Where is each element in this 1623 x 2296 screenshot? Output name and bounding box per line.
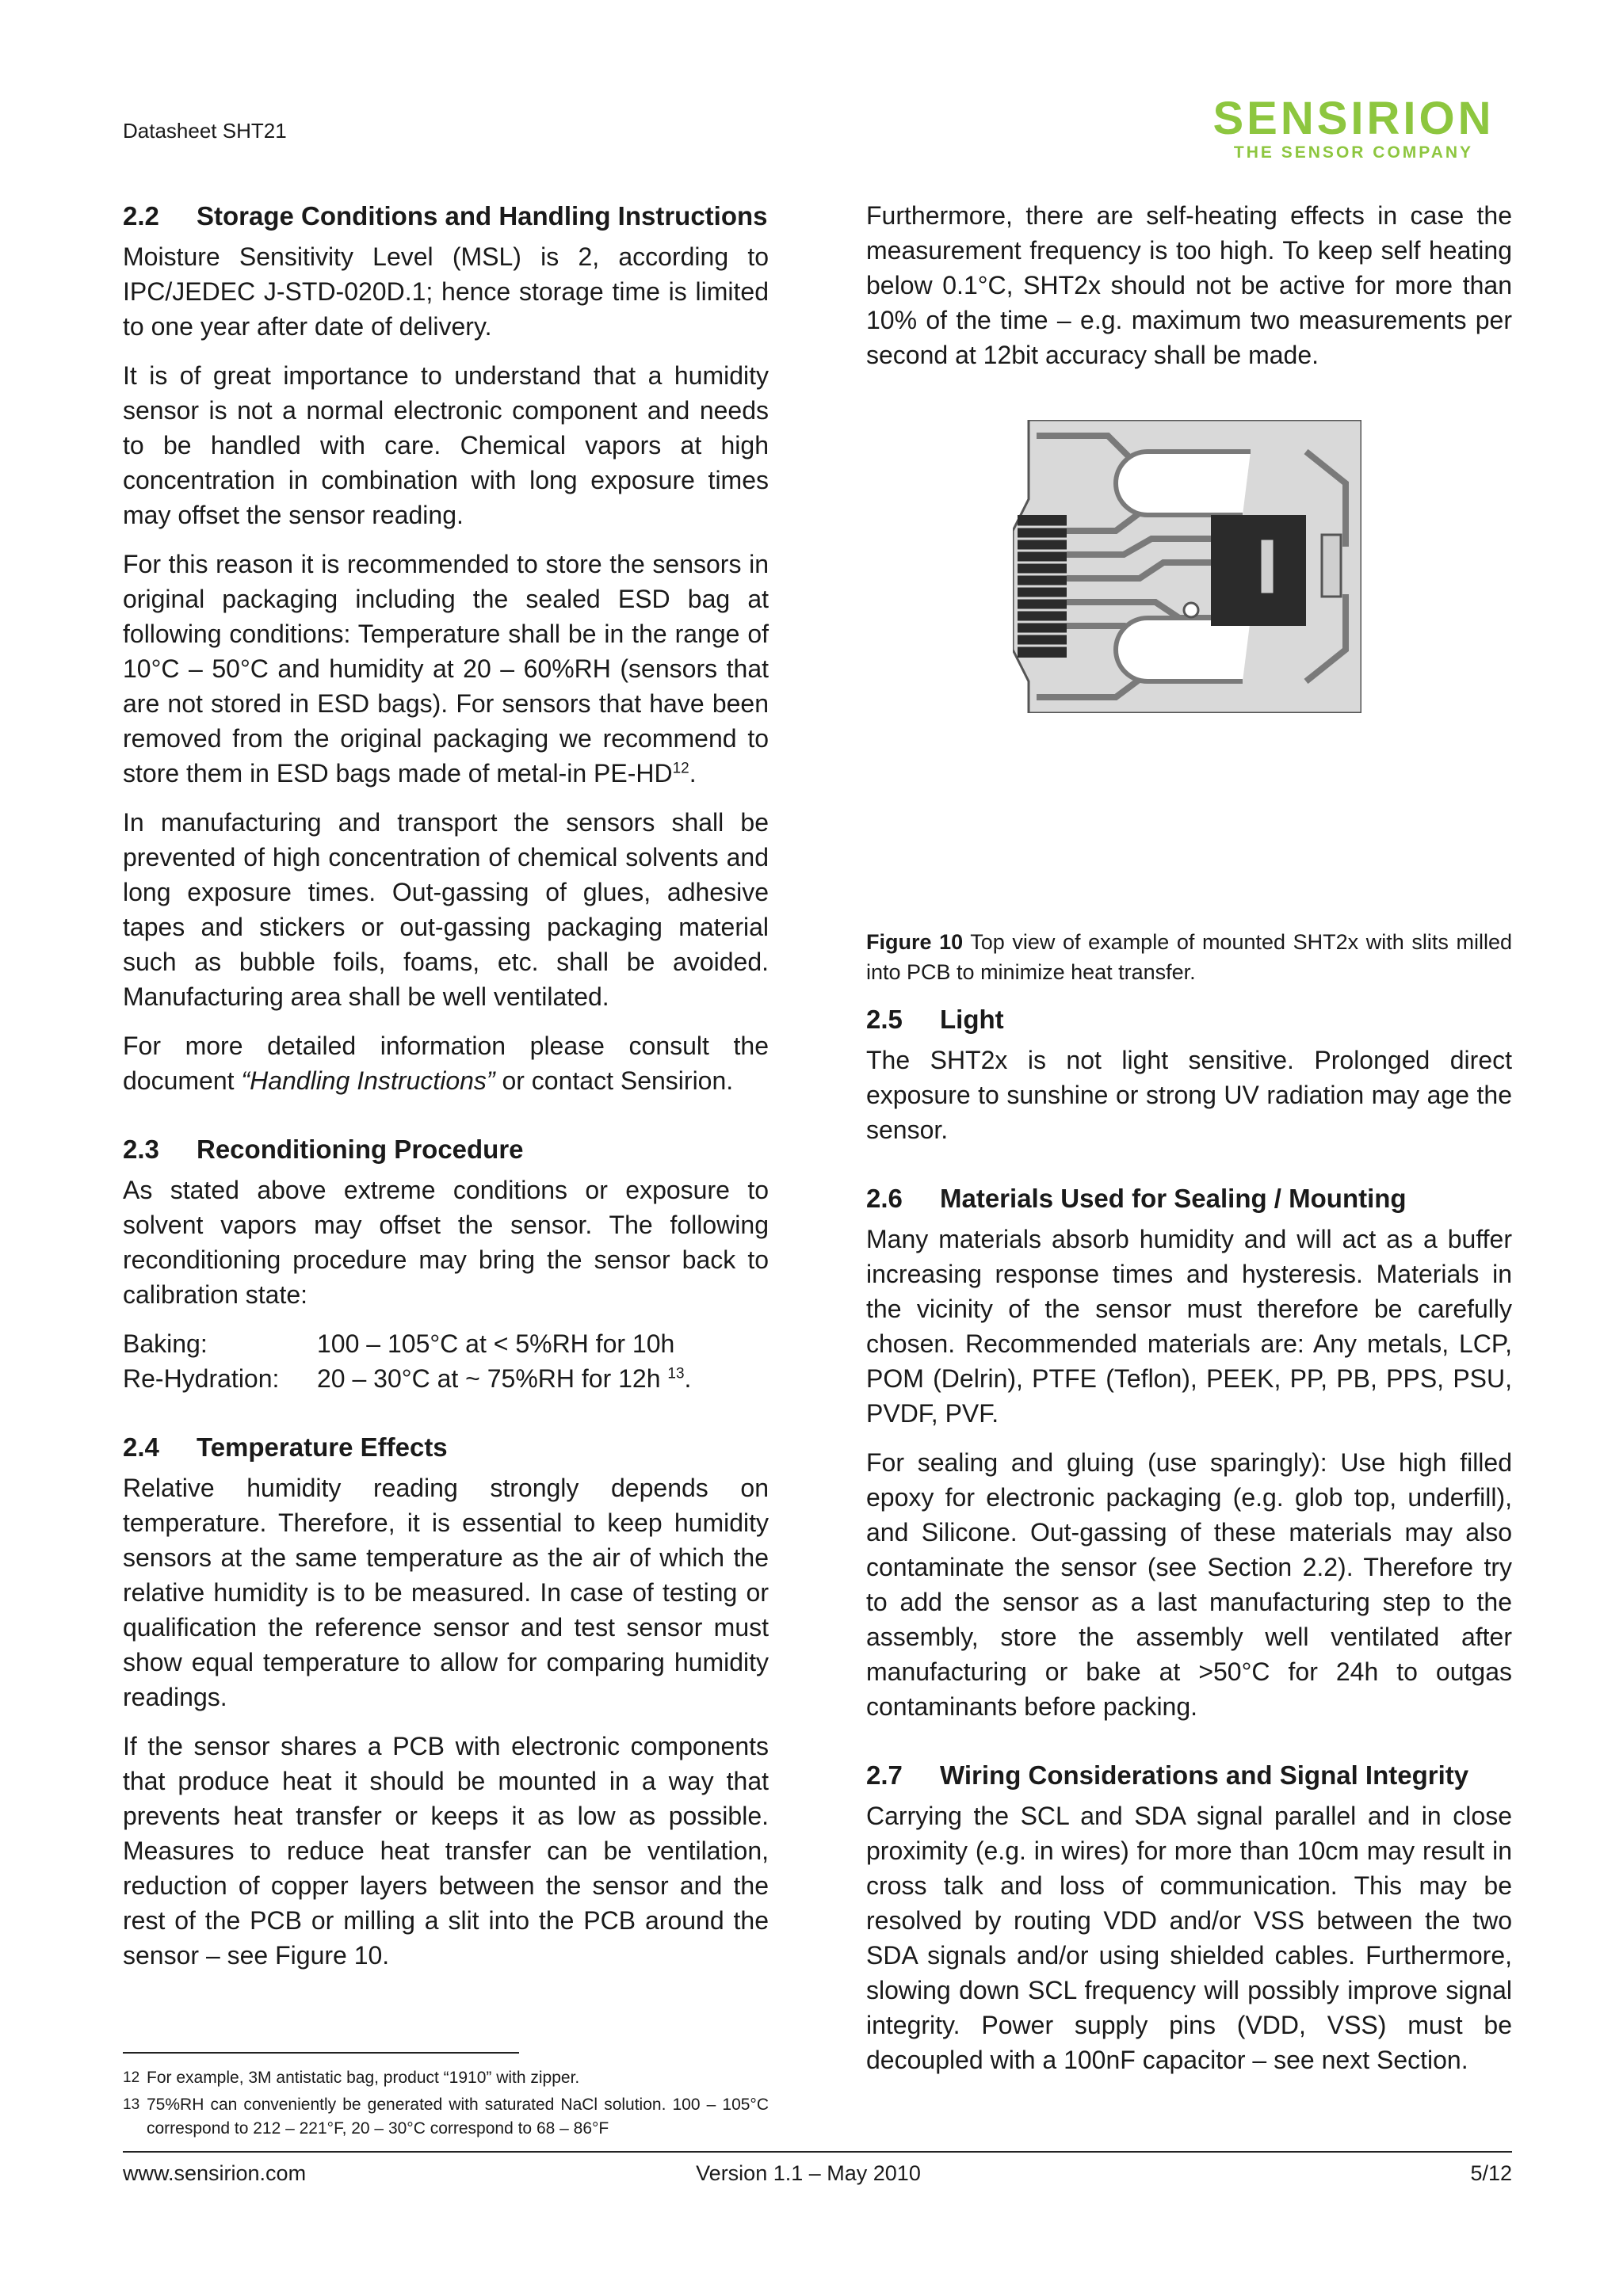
section-heading-2-6: 2.6 Materials Used for Sealing / Mounting: [866, 1184, 1407, 1213]
paragraph: Many materials absorb humidity and will act as a buffer increasing response times and hysteresis. Materials in the vicinity of the sensor must therefore be carefully chosen. Recommended materials are: Any metals, LCP, POM (Delrin), PTFE (Teflon), PEEK, PP, PB, PPS, PSU, PVDF, PVF.: [866, 1225, 1512, 1428]
baking-row: Baking: 100 – 105°C at < 5%RH for 10h: [123, 1329, 675, 1358]
paragraph: It is of great importance to understand that a humidity sensor is not a normal electronic component and needs to be handled with care. Chemical vapors at high concentration in combination with long exposure times may offset the sensor reading.: [123, 361, 769, 529]
footnote-12: 12 For example, 3M antistatic bag, product “1910” with zipper.: [123, 2069, 580, 2087]
handling-instructions-ref: “Handling Instructions”: [241, 1066, 495, 1095]
section-heading-2-4: 2.4 Temperature Effects: [123, 1432, 448, 1462]
paragraph: The SHT2x is not light sensitive. Prolonged direct exposure to sunshine or strong UV radiation may age the sensor.: [866, 1046, 1512, 1144]
footnote-ref-12[interactable]: 12: [672, 760, 689, 777]
paragraph: For this reason it is recommended to store the sensors in original packaging including the sealed ESD bag at following conditions: Temperature shall be in the range of 10°C – 50°C and humidity at 20 – 60%RH (sensors that are not stored in ESD bags). For sensors that have been removed from the original packaging we recommend to store them in ESD bags made of metal-in PE-HD$^{12}$.: [123, 550, 769, 788]
paragraph: For more detailed information please consult the document “Handling Instructions” or contact Sensirion.: [123, 1032, 769, 1095]
paragraph: Furthermore, there are self-heating effects in case the measurement frequency is too high. To keep self heating below 0.1°C, SHT2x should not be active for more than 10% of the time – e.g. maximum two measurements per second at 12bit accuracy shall be made.: [866, 201, 1512, 369]
paragraph: Relative humidity reading strongly depends on temperature. Therefore, it is essential to keep humidity sensors at the same temperature as the air of which the relative humidity is to be measured. In case of testing or qualification the reference sensor and test sensor must show equal temperature to allow for comparing humidity readings.: [123, 1474, 769, 1711]
logo-wordmark: SENSIRION: [1212, 93, 1495, 144]
footer-website-link[interactable]: www.sensirion.com: [123, 2161, 307, 2185]
paragraph: For sealing and gluing (use sparingly): Use high filled epoxy for electronic packaging (e.g. glob top, underfill), and Silicone. Out-gassing of these materials may also contaminate the sensor (see Section 2.2). Therefore try to add the sensor as a last manufacturing step to the assembly, store the assembly well ventilated after manufacturing or bake at >50°C for 24h to outgas contaminants before packing.: [866, 1448, 1512, 1721]
section-heading-2-5: 2.5 Light: [866, 1005, 1004, 1034]
figure-10-caption: Figure 10 Top view of example of mounted SHT2x with slits milled into PCB to minimize heat transfer.: [866, 930, 1512, 984]
paragraph: Carrying the SCL and SDA signal parallel and in close proximity (e.g. in wires) for more than 10cm may result in cross talk and loss of communication. This may be resolved by routing VDD and/or VSS between the two SDA signals and/or using shielded cables. Furthermore, slowing down SCL frequency will possibly improve signal integrity. Power supply pins (VDD, VSS) must be decoupled with a 100nF capacitor – see next Section.: [866, 1802, 1512, 2074]
section-heading-2-7: 2.7 Wiring Considerations and Signal Integrity: [866, 1760, 1469, 1790]
paragraph: Moisture Sensitivity Level (MSL) is 2, according to IPC/JEDEC J-STD-020D.1; hence storage time is limited to one year after date of delivery.: [123, 242, 769, 341]
footnote-divider: [123, 2052, 519, 2054]
rehydration-row: Re-Hydration: 20 – 30°C at ~ 75%RH for 12h $^{13}$.: [123, 1364, 692, 1393]
footnotes: [123, 2066, 769, 2144]
section-heading-2-3: 2.3 Reconditioning Procedure: [123, 1135, 524, 1164]
logo-tagline: THE SENSOR COMPANY: [1233, 143, 1474, 162]
left-column: [123, 198, 769, 1987]
paragraph: As stated above extreme conditions or exposure to solvent vapors may offset the sensor. The following reconditioning procedure may bring the sensor back to calibration state:: [123, 1176, 769, 1309]
figure-10: [866, 420, 1512, 927]
reconditioning-steps: [123, 1326, 769, 1396]
pcb-illustration: [1013, 420, 1361, 713]
right-column: [866, 198, 1512, 2092]
paragraph: In manufacturing and transport the sensors shall be prevented of high concentration of chemical solvents and long exposure times. Out-gassing of glues, adhesive tapes and stickers or out-gassing packaging material such as bubble foils, foams, etc. shall be avoided. Manufacturing area shall be well ventilated.: [123, 808, 769, 1011]
footnote-13: 13 75%RH can conveniently be generated with saturated NaCl solution. 100 – 105°C correspond to 212 – 221°F, 20 – 30°C correspond to 68 – 86°F: [123, 2096, 769, 2138]
footnote-ref-13[interactable]: 13: [667, 1365, 685, 1383]
sensirion-logo: [1195, 95, 1512, 163]
footer-version: Version 1.1 – May 2010: [696, 2161, 921, 2185]
footer-divider: [123, 2151, 1512, 2153]
footer-page-number: 5/12: [1470, 2161, 1512, 2185]
section-heading-2-2: 2.2 Storage Conditions and Handling Instructions: [123, 201, 768, 231]
document-title: Datasheet SHT21: [123, 119, 287, 143]
paragraph: If the sensor shares a PCB with electronic components that produce heat it should be mounted in a way that prevents heat transfer or keeps it as low as possible. Measures to reduce heat transfer can be ventilation, reduction of copper layers between the sensor and the rest of the PCB or milling a slit into the PCB around the sensor – see Figure 10.: [123, 1732, 769, 1970]
